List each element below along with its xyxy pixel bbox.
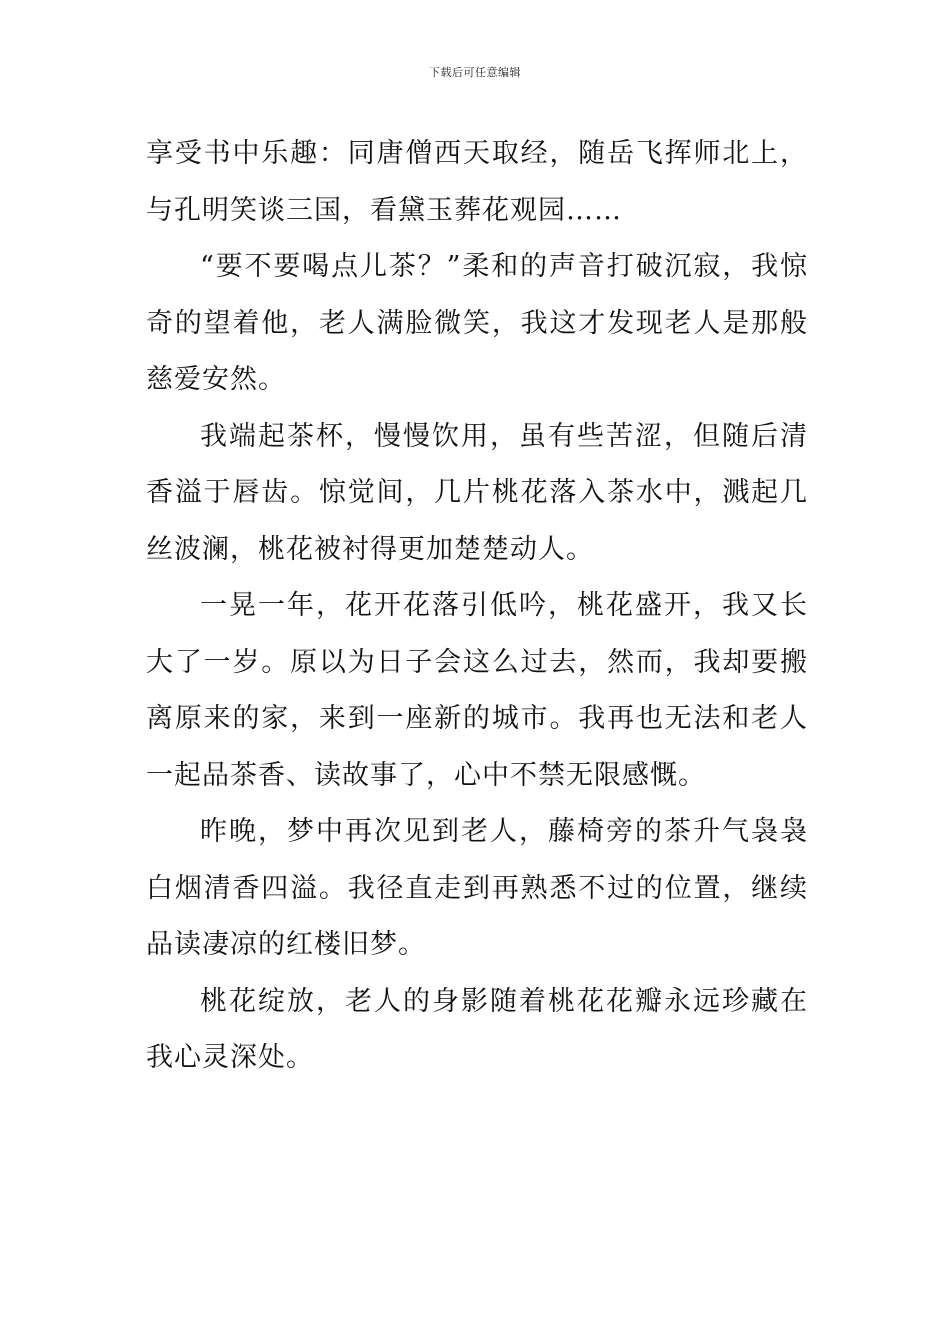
document-body (146, 126, 808, 1087)
paragraph-6: 桃花绽放，老人的身影随着桃花花瓣永远珍藏在我心灵深处。 (146, 985, 808, 1073)
paragraph-2: “要不要喝点儿茶？”柔和的声音打破沉寂，我惊奇的望着他，老人满脸微笑，我这才发现老人是那般慈爱安然。 (146, 251, 808, 395)
paragraph-5: 昨晚，梦中再次见到老人，藤椅旁的茶升气袅袅白烟清香四溢。我径直走到再熟悉不过的位置，继续品读凄凉的红楼旧梦。 (146, 816, 808, 960)
paragraph-1: 享受书中乐趣：同唐僧西天取经，随岳飞挥师北上，与孔明笑谈三国，看黛玉葬花观园…… (146, 138, 808, 226)
page-header: 下载后可任意编辑 (429, 66, 521, 79)
paragraph-3: 我端起茶杯，慢慢饮用，虽有些苦涩，但随后清香溢于唇齿。惊觉间，几片桃花落入茶水中，溅起几丝波澜，桃花被衬得更加楚楚动人。 (146, 420, 808, 565)
paragraph-4: 一晃一年，花开花落引低吟，桃花盛开，我又长大了一岁。原以为日子会这么过去，然而，我却要搬离原来的家，来到一座新的城市。我再也无法和老人一起品茶香、读故事了，心中不禁无限感慨。 (146, 590, 808, 791)
